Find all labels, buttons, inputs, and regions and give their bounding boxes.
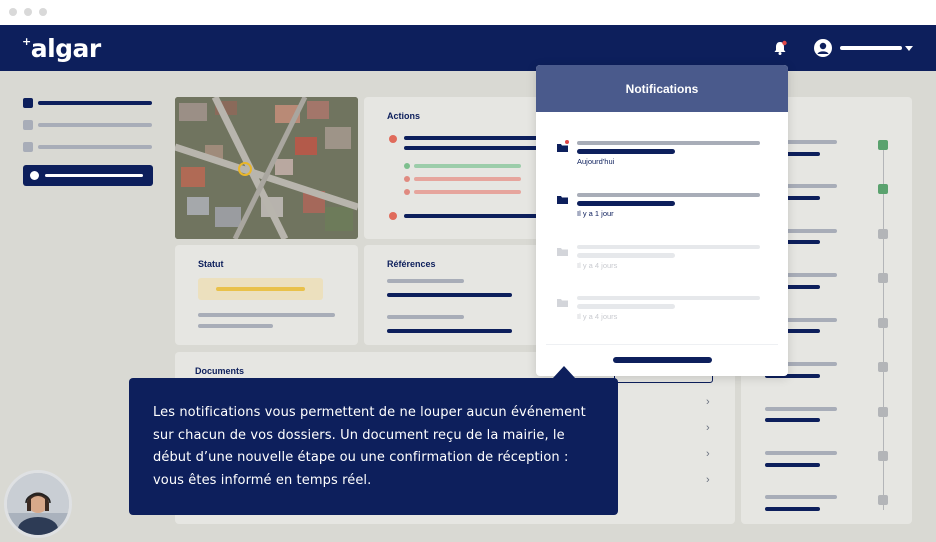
unread-dot <box>565 140 569 144</box>
notification-line <box>577 141 760 145</box>
folder-icon <box>557 196 568 204</box>
bullet-icon <box>404 163 410 169</box>
checkbox-empty-icon[interactable] <box>878 451 888 461</box>
divider <box>546 344 778 345</box>
documents-title: Documents <box>195 366 245 376</box>
chevron-right-icon[interactable]: › <box>706 448 710 460</box>
onboarding-tooltip <box>129 378 618 515</box>
notification-line <box>577 253 675 258</box>
action-item[interactable] <box>404 136 540 140</box>
action-item[interactable] <box>404 146 540 150</box>
alert-icon <box>389 135 397 143</box>
user-circle-icon[interactable] <box>813 38 833 58</box>
new-dossier-label <box>45 174 143 177</box>
checkbox-empty-icon[interactable] <box>878 362 888 372</box>
reference-value <box>387 329 512 333</box>
check-icon[interactable] <box>878 184 888 194</box>
notification-line <box>577 296 760 300</box>
tooltip-text: Les notifications vous permettent de ne louper aucun événement sur chacun de vos dossiers. Un document reçu de la mairie, le début d’une nouvelle étape ou une confirmation de réception : vous êtes informé en temps réel. <box>153 405 586 488</box>
folder-icon <box>557 248 568 256</box>
top-navbar <box>0 25 936 71</box>
notification-time: Il y a 4 jours <box>577 261 618 270</box>
step-value <box>765 463 820 467</box>
action-subitem <box>414 164 521 168</box>
notification-line <box>577 245 760 249</box>
window-dot <box>24 8 32 16</box>
step-value <box>765 418 820 422</box>
folder-icon <box>557 144 568 152</box>
notification-time: Aujourd'hui <box>577 157 615 166</box>
sidebar-item-icon <box>23 120 33 130</box>
notification-line <box>577 149 675 154</box>
notification-item[interactable] <box>536 137 788 177</box>
chevron-right-icon[interactable]: › <box>706 422 710 434</box>
reference-label <box>387 279 464 283</box>
plus-icon <box>30 171 39 180</box>
sidebar-item-icon <box>23 142 33 152</box>
notification-time: Il y a 4 jours <box>577 312 618 321</box>
notification-line <box>577 193 760 197</box>
sidebar-item[interactable] <box>38 123 152 127</box>
notifications-header <box>536 65 788 112</box>
aerial-map[interactable] <box>175 97 358 239</box>
notification-line <box>577 304 675 309</box>
notifications-title: Notifications <box>625 82 699 96</box>
user-name-placeholder[interactable] <box>840 46 902 50</box>
bullet-icon <box>404 189 410 195</box>
status-detail <box>198 324 273 328</box>
folder-icon <box>557 299 568 307</box>
notification-time: Il y a 1 jour <box>577 209 614 218</box>
sidebar-item-active[interactable] <box>38 101 152 105</box>
action-subitem <box>414 190 521 194</box>
step-label <box>765 451 837 455</box>
step-label <box>765 495 837 499</box>
status-detail <box>198 313 335 317</box>
step-value <box>765 507 820 511</box>
notifications-panel <box>536 65 788 376</box>
sidebar-item-icon <box>23 98 33 108</box>
app-logo[interactable]: +algar <box>22 34 101 63</box>
reference-label <box>387 315 464 319</box>
assistant-avatar[interactable] <box>4 470 72 538</box>
window-chrome <box>0 0 936 25</box>
checkbox-empty-icon[interactable] <box>878 495 888 505</box>
checkbox-empty-icon[interactable] <box>878 407 888 417</box>
chevron-right-icon[interactable]: › <box>706 474 710 486</box>
checkbox-empty-icon[interactable] <box>878 229 888 239</box>
tooltip-pointer <box>553 366 575 378</box>
action-subitem <box>414 177 521 181</box>
chevron-right-icon[interactable]: › <box>706 396 710 408</box>
new-dossier-button[interactable] <box>23 165 153 186</box>
bullet-icon <box>404 176 410 182</box>
window-dot <box>39 8 47 16</box>
notification-item[interactable] <box>536 189 788 229</box>
reference-value <box>387 293 512 297</box>
notification-line <box>577 201 675 206</box>
notification-item[interactable] <box>536 292 788 332</box>
alert-icon <box>389 212 397 220</box>
see-all-notifications-button[interactable] <box>613 357 712 363</box>
status-badge <box>198 278 323 300</box>
action-item[interactable] <box>404 214 540 218</box>
window-dot <box>9 8 17 16</box>
chevron-down-icon[interactable] <box>905 46 913 51</box>
actions-title: Actions <box>387 111 421 121</box>
sidebar-item[interactable] <box>38 145 152 149</box>
check-icon[interactable] <box>878 140 888 150</box>
notification-item[interactable] <box>536 241 788 281</box>
bell-icon[interactable] <box>772 40 788 56</box>
step-label <box>765 407 837 411</box>
references-title: Références <box>387 259 436 269</box>
checkbox-empty-icon[interactable] <box>878 318 888 328</box>
statut-title: Statut <box>198 259 224 269</box>
checkbox-empty-icon[interactable] <box>878 273 888 283</box>
